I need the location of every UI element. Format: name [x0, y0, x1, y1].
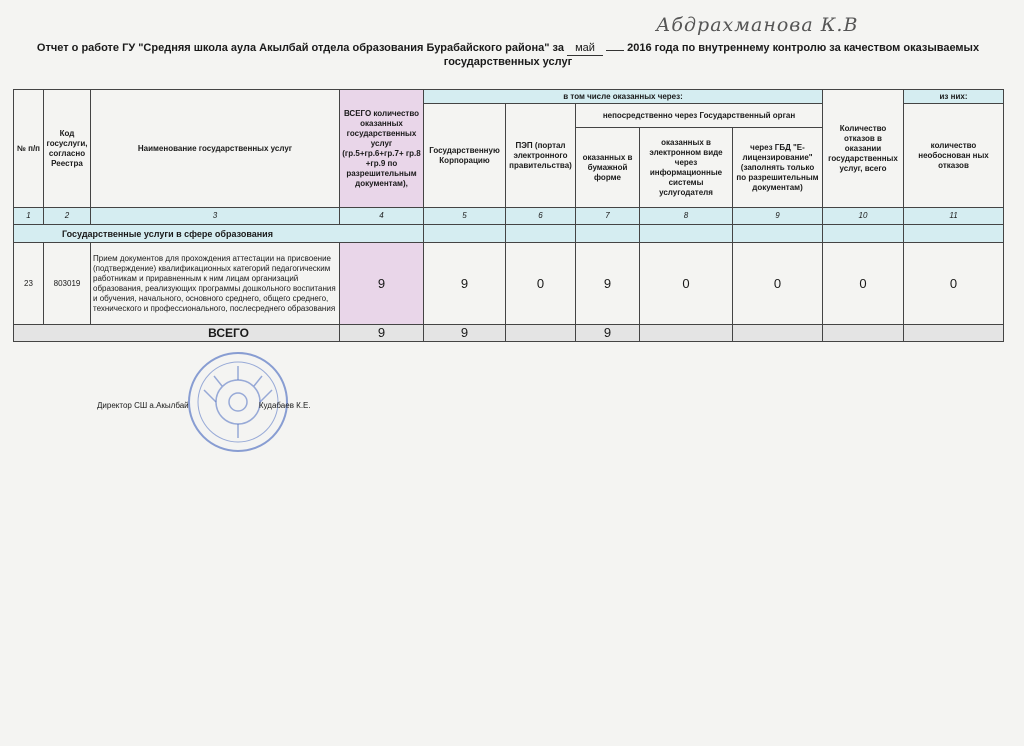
header-electronic: оказанных в электронном виде через информационные системы услугодателя — [640, 128, 733, 208]
header-pep: ПЭП (портал электронного правительства) — [506, 104, 576, 208]
row-corp: 9 — [424, 243, 506, 325]
director-title: Директор СШ а.Акылбай — [97, 401, 189, 410]
col-number: 3 — [91, 208, 340, 225]
header-refusals: Количество отказов в оказании государственных услуг, всего — [823, 90, 904, 208]
handwritten-note: Абдрахманова К.В — [656, 14, 859, 36]
col-number: 5 — [424, 208, 506, 225]
col-number: 9 — [733, 208, 823, 225]
header-num: № п/п — [14, 90, 44, 208]
row-gbd: 0 — [733, 243, 823, 325]
col-number: 2 — [44, 208, 91, 225]
row-refusals: 0 — [823, 243, 904, 325]
row-service-name: Прием документов для прохождения аттестации на присвоение (подтверждение) квалификационных категорий педагогическим работникам и приравненным к ним лицам организаций образования, реализующих программы дошкольного воспитания и обучения, начального, основного среднего, общего среднего, технического и профессионального, послесреднего образования — [91, 243, 340, 325]
table-row — [14, 243, 1004, 325]
row-paper: 9 — [576, 243, 640, 325]
director-name: Кудабаев К.Е. — [258, 401, 311, 410]
header-total: ВСЕГО количество оказанных государственных услуг (гр.5+гр.6+гр.7+ гр.8 +гр.9 по разрешительным документам), — [340, 90, 424, 208]
signature-line — [97, 401, 311, 410]
total-label: ВСЕГО — [14, 325, 340, 342]
header-code: Код госуслуги, согласно Реестра — [44, 90, 91, 208]
blank-line — [606, 50, 624, 51]
report-month: май — [567, 42, 603, 56]
row-code: 803019 — [44, 243, 91, 325]
header-paper: оказанных в бумажной форме — [576, 128, 640, 208]
header-unfounded: количество необоснован ных отказов — [904, 104, 1004, 208]
title-line2: государственных услуг — [443, 56, 573, 68]
row-num: 23 — [14, 243, 44, 325]
col-number: 7 — [576, 208, 640, 225]
header-of-them: из них: — [904, 90, 1004, 104]
column-number-row — [14, 208, 1004, 225]
title-part1: Отчет о работе ГУ "Средняя школа аула Акылбай отдела образования Бурабайского района" за — [36, 42, 564, 54]
report-table — [13, 89, 1004, 342]
total-value: 9 — [340, 325, 424, 342]
col-number: 1 — [14, 208, 44, 225]
col-number: 10 — [823, 208, 904, 225]
header-name: Наименование государственных услуг — [91, 90, 340, 208]
row-total: 9 — [340, 243, 424, 325]
col-number: 6 — [506, 208, 576, 225]
total-row — [14, 325, 1004, 342]
header-corp: Государственную Корпорацию — [424, 104, 506, 208]
report-title — [18, 42, 998, 69]
header-direct: непосредственно через Государственный орган — [576, 104, 823, 128]
header-including: в том числе оказанных через: — [424, 90, 823, 104]
row-pep: 0 — [506, 243, 576, 325]
total-paper: 9 — [576, 325, 640, 342]
section-row — [14, 225, 1004, 243]
total-corp: 9 — [424, 325, 506, 342]
section-title: Государственные услуги в сфере образования — [14, 225, 424, 243]
header-gbd: через ГБД "Е-лицензирование" (заполнять только по разрешительным документам) — [733, 128, 823, 208]
title-part2: 2016 года по внутреннему контролю за качеством оказываемых — [627, 42, 980, 54]
col-number: 4 — [340, 208, 424, 225]
col-number: 11 — [904, 208, 1004, 225]
row-unfounded: 0 — [904, 243, 1004, 325]
row-electronic: 0 — [640, 243, 733, 325]
col-number: 8 — [640, 208, 733, 225]
